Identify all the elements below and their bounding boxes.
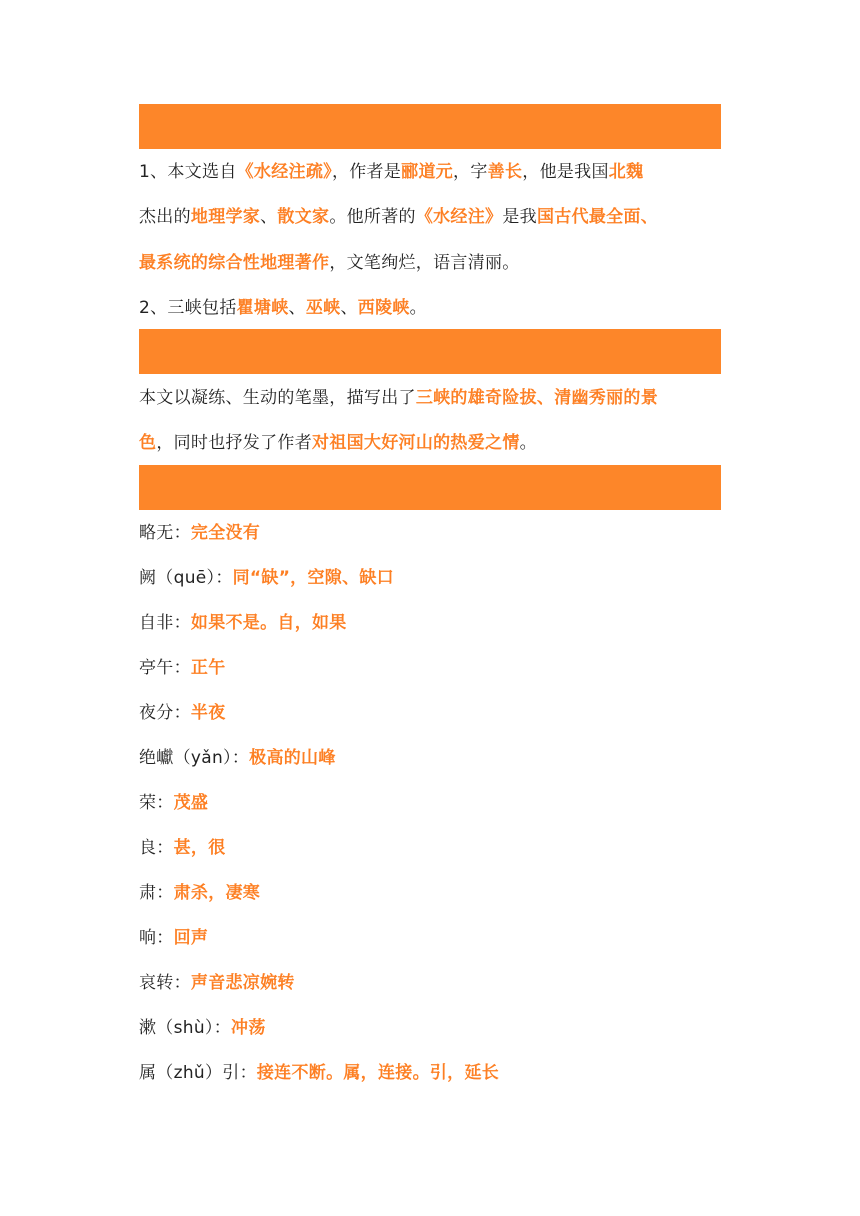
highlighted-text: 色 [139, 433, 157, 453]
vocab-term: 荣： [139, 793, 174, 813]
highlighted-text: 西陵峡 [357, 298, 410, 318]
plain-text: 、 [288, 298, 306, 318]
paragraph-line [139, 431, 739, 455]
vocab-term: 哀转： [139, 973, 191, 993]
vocab-term: 响： [139, 928, 174, 948]
highlighted-text: 《水经注》 [415, 207, 503, 227]
vocab-term: 良： [139, 838, 174, 858]
plain-text: 2、三峡包括 [139, 298, 237, 318]
vocab-item [139, 566, 739, 590]
plain-text: ，同时也抒发了作者 [156, 433, 313, 453]
vocab-definition: 完全没有 [190, 523, 261, 543]
highlighted-text: 北魏 [608, 162, 644, 182]
plain-text: 。他所著的 [329, 207, 416, 227]
highlighted-text: 最系统的综合性地理著作 [139, 253, 330, 273]
vocab-item [139, 926, 739, 950]
plain-text: 。 [519, 433, 537, 453]
highlighted-text: 巫峡 [305, 298, 341, 318]
vocab-item [139, 971, 739, 995]
vocab-definition: 冲荡 [231, 1018, 266, 1038]
vocab-item [139, 1061, 739, 1085]
vocab-term: 自非： [139, 613, 191, 633]
paragraph-line [139, 296, 739, 320]
plain-text: 、 [260, 207, 278, 227]
paragraph-line [139, 251, 739, 275]
vocab-term: 阙（quē）： [139, 568, 233, 588]
vocab-item [139, 881, 739, 905]
vocab-item [139, 791, 739, 815]
section-header-bar-1 [139, 104, 721, 149]
vocab-item [139, 611, 739, 635]
vocab-definition: 回声 [173, 928, 209, 948]
plain-text: 是我 [502, 207, 537, 227]
plain-text: ，文笔绚烂，语言清丽。 [329, 253, 520, 273]
vocab-item [139, 656, 739, 680]
vocab-term: 漱（shù）： [139, 1018, 232, 1038]
vocab-item [139, 1016, 739, 1040]
highlighted-text: 地理学家 [190, 207, 261, 227]
vocab-item [139, 521, 739, 545]
plain-text: 本文以凝练、生动的笔墨，描写出了 [139, 388, 416, 408]
vocab-term: 肃： [139, 883, 174, 903]
vocab-definition: 正午 [190, 658, 226, 678]
vocab-definition: 半夜 [190, 703, 226, 723]
highlighted-text: 善长 [487, 162, 523, 182]
vocab-term: 亭午： [139, 658, 191, 678]
paragraph-line [139, 160, 739, 184]
highlighted-text: 郦道元 [401, 162, 454, 182]
section-header-bar-2 [139, 329, 721, 374]
plain-text: ，作者是 [331, 162, 402, 182]
vocab-definition: 如果不是。自，如果 [190, 613, 347, 633]
highlighted-text: 国古代最全面、 [536, 207, 659, 227]
vocab-item [139, 836, 739, 860]
plain-text: ，字 [453, 162, 488, 182]
plain-text: ，他是我国 [522, 162, 609, 182]
vocab-term: 绝巘（yǎn）： [139, 748, 250, 768]
vocab-definition: 接连不断。属，连接。引，延长 [256, 1063, 500, 1083]
vocab-term: 略无： [139, 523, 191, 543]
paragraph-line [139, 386, 739, 410]
highlighted-text: 《水经注疏》 [236, 162, 332, 182]
vocab-term: 属（zhǔ）引： [139, 1063, 257, 1083]
vocab-item [139, 746, 739, 770]
vocab-definition: 甚，很 [173, 838, 226, 858]
highlighted-text: 对祖国大好河山的热爱之情 [312, 433, 520, 453]
vocab-item [139, 701, 739, 725]
vocab-term: 夜分： [139, 703, 191, 723]
vocab-definition: 同“缺”，空隙、缺口 [232, 568, 394, 588]
highlighted-text: 三峡的雄奇险拔、清幽秀丽的景 [415, 388, 659, 408]
vocab-definition: 极高的山峰 [249, 748, 336, 768]
section-header-bar-3 [139, 465, 721, 510]
plain-text: 、 [340, 298, 358, 318]
plain-text: 。 [409, 298, 427, 318]
plain-text: 杰出的 [139, 207, 191, 227]
plain-text: 1、本文选自 [139, 162, 237, 182]
vocab-definition: 声音悲凉婉转 [190, 973, 295, 993]
highlighted-text: 瞿塘峡 [236, 298, 289, 318]
highlighted-text: 散文家 [277, 207, 330, 227]
vocab-definition: 茂盛 [173, 793, 209, 813]
paragraph-line [139, 205, 739, 229]
vocab-definition: 肃杀，凄寒 [173, 883, 261, 903]
